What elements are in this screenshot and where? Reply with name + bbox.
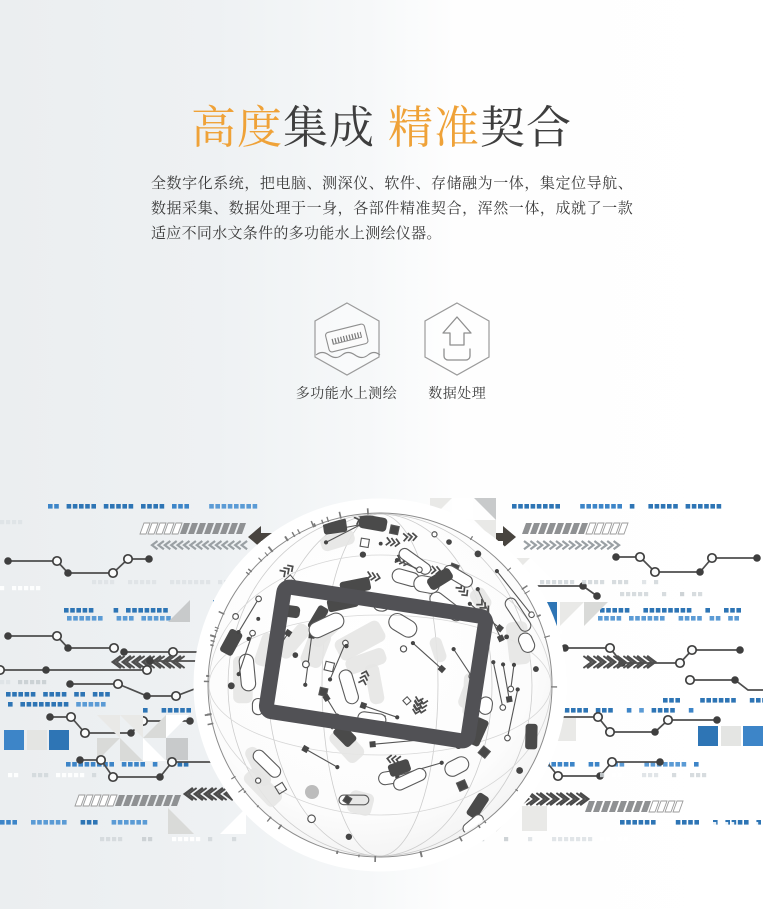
title-dark-2: 契合 (480, 102, 573, 153)
data-upload-hexagon-icon (423, 302, 491, 376)
feature-label: 数据处理 (428, 384, 487, 401)
feature-water-survey (296, 302, 398, 403)
feature-label: 多功能水上测绘 (295, 384, 398, 401)
feature-list (12, 302, 763, 403)
water-survey-hexagon-icon (313, 302, 381, 376)
intro-paragraph: 全数字化系统，把电脑、测深仪、软件、存储融为一体，集定位导航、数据采集、数据处理于一身，各部件精准契合，浑然一体，成就了一款适应不同水文条件的多功能水上测绘仪器。 (151, 174, 633, 242)
circuit-sphere-art (0, 490, 763, 900)
title-accent-1: 高度 (190, 102, 283, 153)
page-title (0, 0, 763, 154)
title-dark-1: 集成 (282, 102, 375, 153)
feature-data-processing (423, 302, 491, 403)
frame-corner-dot (305, 785, 319, 799)
title-accent-2: 精准 (388, 102, 481, 153)
